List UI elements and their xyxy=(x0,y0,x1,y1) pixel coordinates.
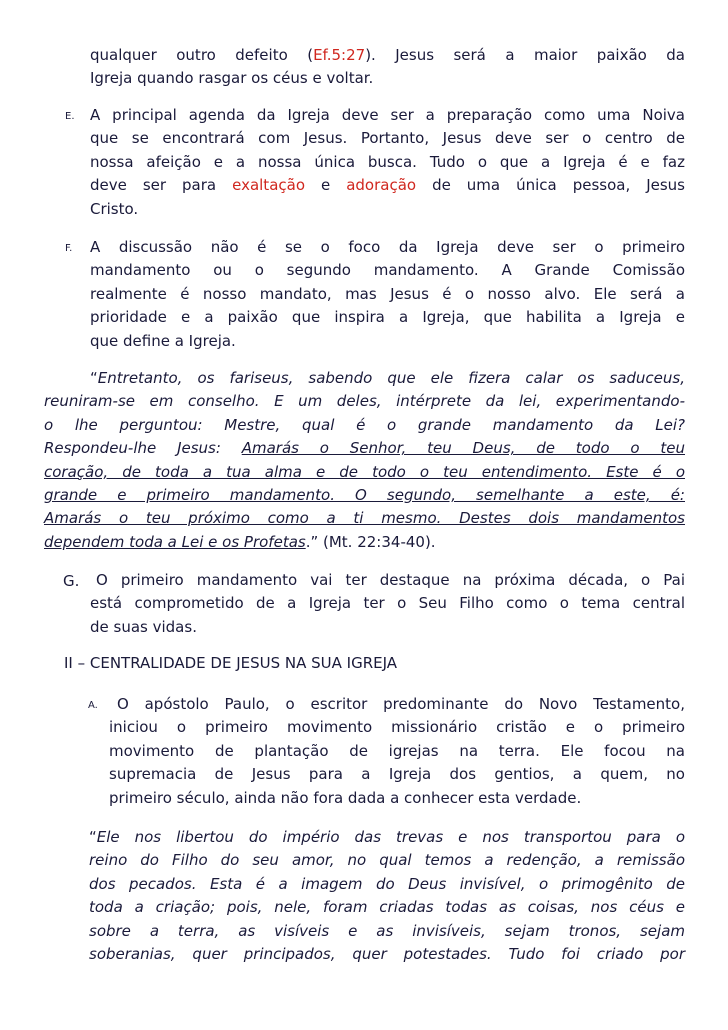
quote2-line-3: dos pecados. Esta é a imagem do Deus invisível, o primogênito de xyxy=(89,874,685,893)
quote1-line-3: o lhe perguntou: Mestre, qual é o grande mandamento da Lei? xyxy=(44,415,685,434)
quote2-line-2: reino do Filho do seu amor, no qual temos a redenção, a remissão xyxy=(89,851,685,870)
item-d-line-1: qualquer outro defeito (Ef.5:27). Jesus será a maior paixão da xyxy=(90,46,685,64)
scripture-reference: Ef.5:27 xyxy=(313,46,366,64)
item-a-line-1: O apóstolo Paulo, o escritor predominante do Novo Testamento, xyxy=(117,695,685,713)
item-f-line-1: A discussão não é se o foco da Igreja deve ser o primeiro xyxy=(90,238,685,256)
item-g-marker: G. xyxy=(63,572,80,590)
item-e-line-1: A principal agenda da Igreja deve ser a preparação como uma Noiva xyxy=(90,106,685,124)
highlight-word-exaltacao: exaltação xyxy=(232,176,305,195)
item-a-line-4: supremacia de Jesus para a Igreja dos gentios, a quem, no xyxy=(109,765,685,784)
item-g-line-1: O primeiro mandamento vai ter destaque na próxima década, o Pai xyxy=(96,571,685,589)
quote1-line-5: coração, de toda a tua alma e de todo o teu entendimento. Este é o xyxy=(44,462,685,481)
item-e-line-4: deve ser para exaltação e adoração de uma única pessoa, Jesus xyxy=(90,176,685,195)
quote2-line-5: sobre a terra, as visíveis e as invisíveis, sejam tronos, sejam xyxy=(89,921,685,940)
item-g-line-3: de suas vidas. xyxy=(90,617,197,636)
item-d-continuation xyxy=(90,44,685,91)
item-g-line-2: está comprometido de a Igreja ter o Seu Filho como o tema central xyxy=(90,594,685,613)
item-f-marker: F. xyxy=(65,243,73,254)
item-a-marker: A. xyxy=(88,700,98,711)
quote1-line-1: “Entretanto, os fariseus, sabendo que ele fizera calar os saduceus, xyxy=(90,369,685,387)
item-a-line-5: primeiro século, ainda não fora dada a conhecer esta verdade. xyxy=(109,788,582,807)
item-e-line-5: Cristo. xyxy=(90,199,139,218)
item-e-line-3: nossa afeição e a nossa única busca. Tudo o que a Igreja é e faz xyxy=(90,152,685,171)
quote1-line-7: Amarás o teu próximo como a ti mesmo. Destes dois mandamentos xyxy=(44,509,685,528)
item-e-paragraph xyxy=(90,104,685,221)
item-e-line-2: que se encontrará com Jesus. Portanto, Jesus deve ser o centro de xyxy=(90,129,685,148)
quote1-line-2: reuniram-se em conselho. E um deles, intérprete da lei, experimentando- xyxy=(44,392,685,411)
scripture-quote-colossians xyxy=(89,826,685,966)
quote1-line-6: grande e primeiro mandamento. O segundo, semelhante a este, é: xyxy=(44,485,685,504)
item-a-line-2: iniciou o primeiro movimento missionário cristão e o primeiro xyxy=(109,718,685,737)
quote1-line-4: Respondeu-lhe Jesus: Amarás o Senhor, teu Deus, de todo o teu xyxy=(44,439,685,458)
quote1-line-8: dependem toda a Lei e os Profetas.” (Mt. 22:34-40). xyxy=(44,532,436,551)
item-g-paragraph xyxy=(90,569,685,639)
item-d-line-2: Igreja quando rasgar os céus e voltar. xyxy=(90,69,374,88)
highlight-word-adoracao: adoração xyxy=(346,176,417,195)
item-a-paragraph xyxy=(109,693,685,810)
quote2-line-4: toda a criação; pois, nele, foram criadas todas as coisas, nos céus e xyxy=(89,898,685,917)
item-e-marker: E. xyxy=(65,111,75,122)
item-f-line-2: mandamento ou o segundo mandamento. A Grande Comissão xyxy=(90,261,685,280)
quote2-line-1: “Ele nos libertou do império das trevas e nos transportou para o xyxy=(89,828,685,846)
quote2-line-6: soberanias, quer principados, quer potestades. Tudo foi criado por xyxy=(89,944,685,963)
scripture-quote-matthew xyxy=(44,367,685,554)
item-f-line-3: realmente é nosso mandato, mas Jesus é o nosso alvo. Ele será a xyxy=(90,284,685,303)
item-f-line-4: prioridade e a paixão que inspira a Igreja, que habilita a Igreja e xyxy=(90,308,685,327)
section-heading: II – CENTRALIDADE DE JESUS NA SUA IGREJA xyxy=(64,654,398,672)
item-f-paragraph xyxy=(90,236,685,353)
item-a-line-3: movimento de plantação de igrejas na terra. Ele focou na xyxy=(109,741,685,760)
item-f-line-5: que define a Igreja. xyxy=(90,331,236,350)
